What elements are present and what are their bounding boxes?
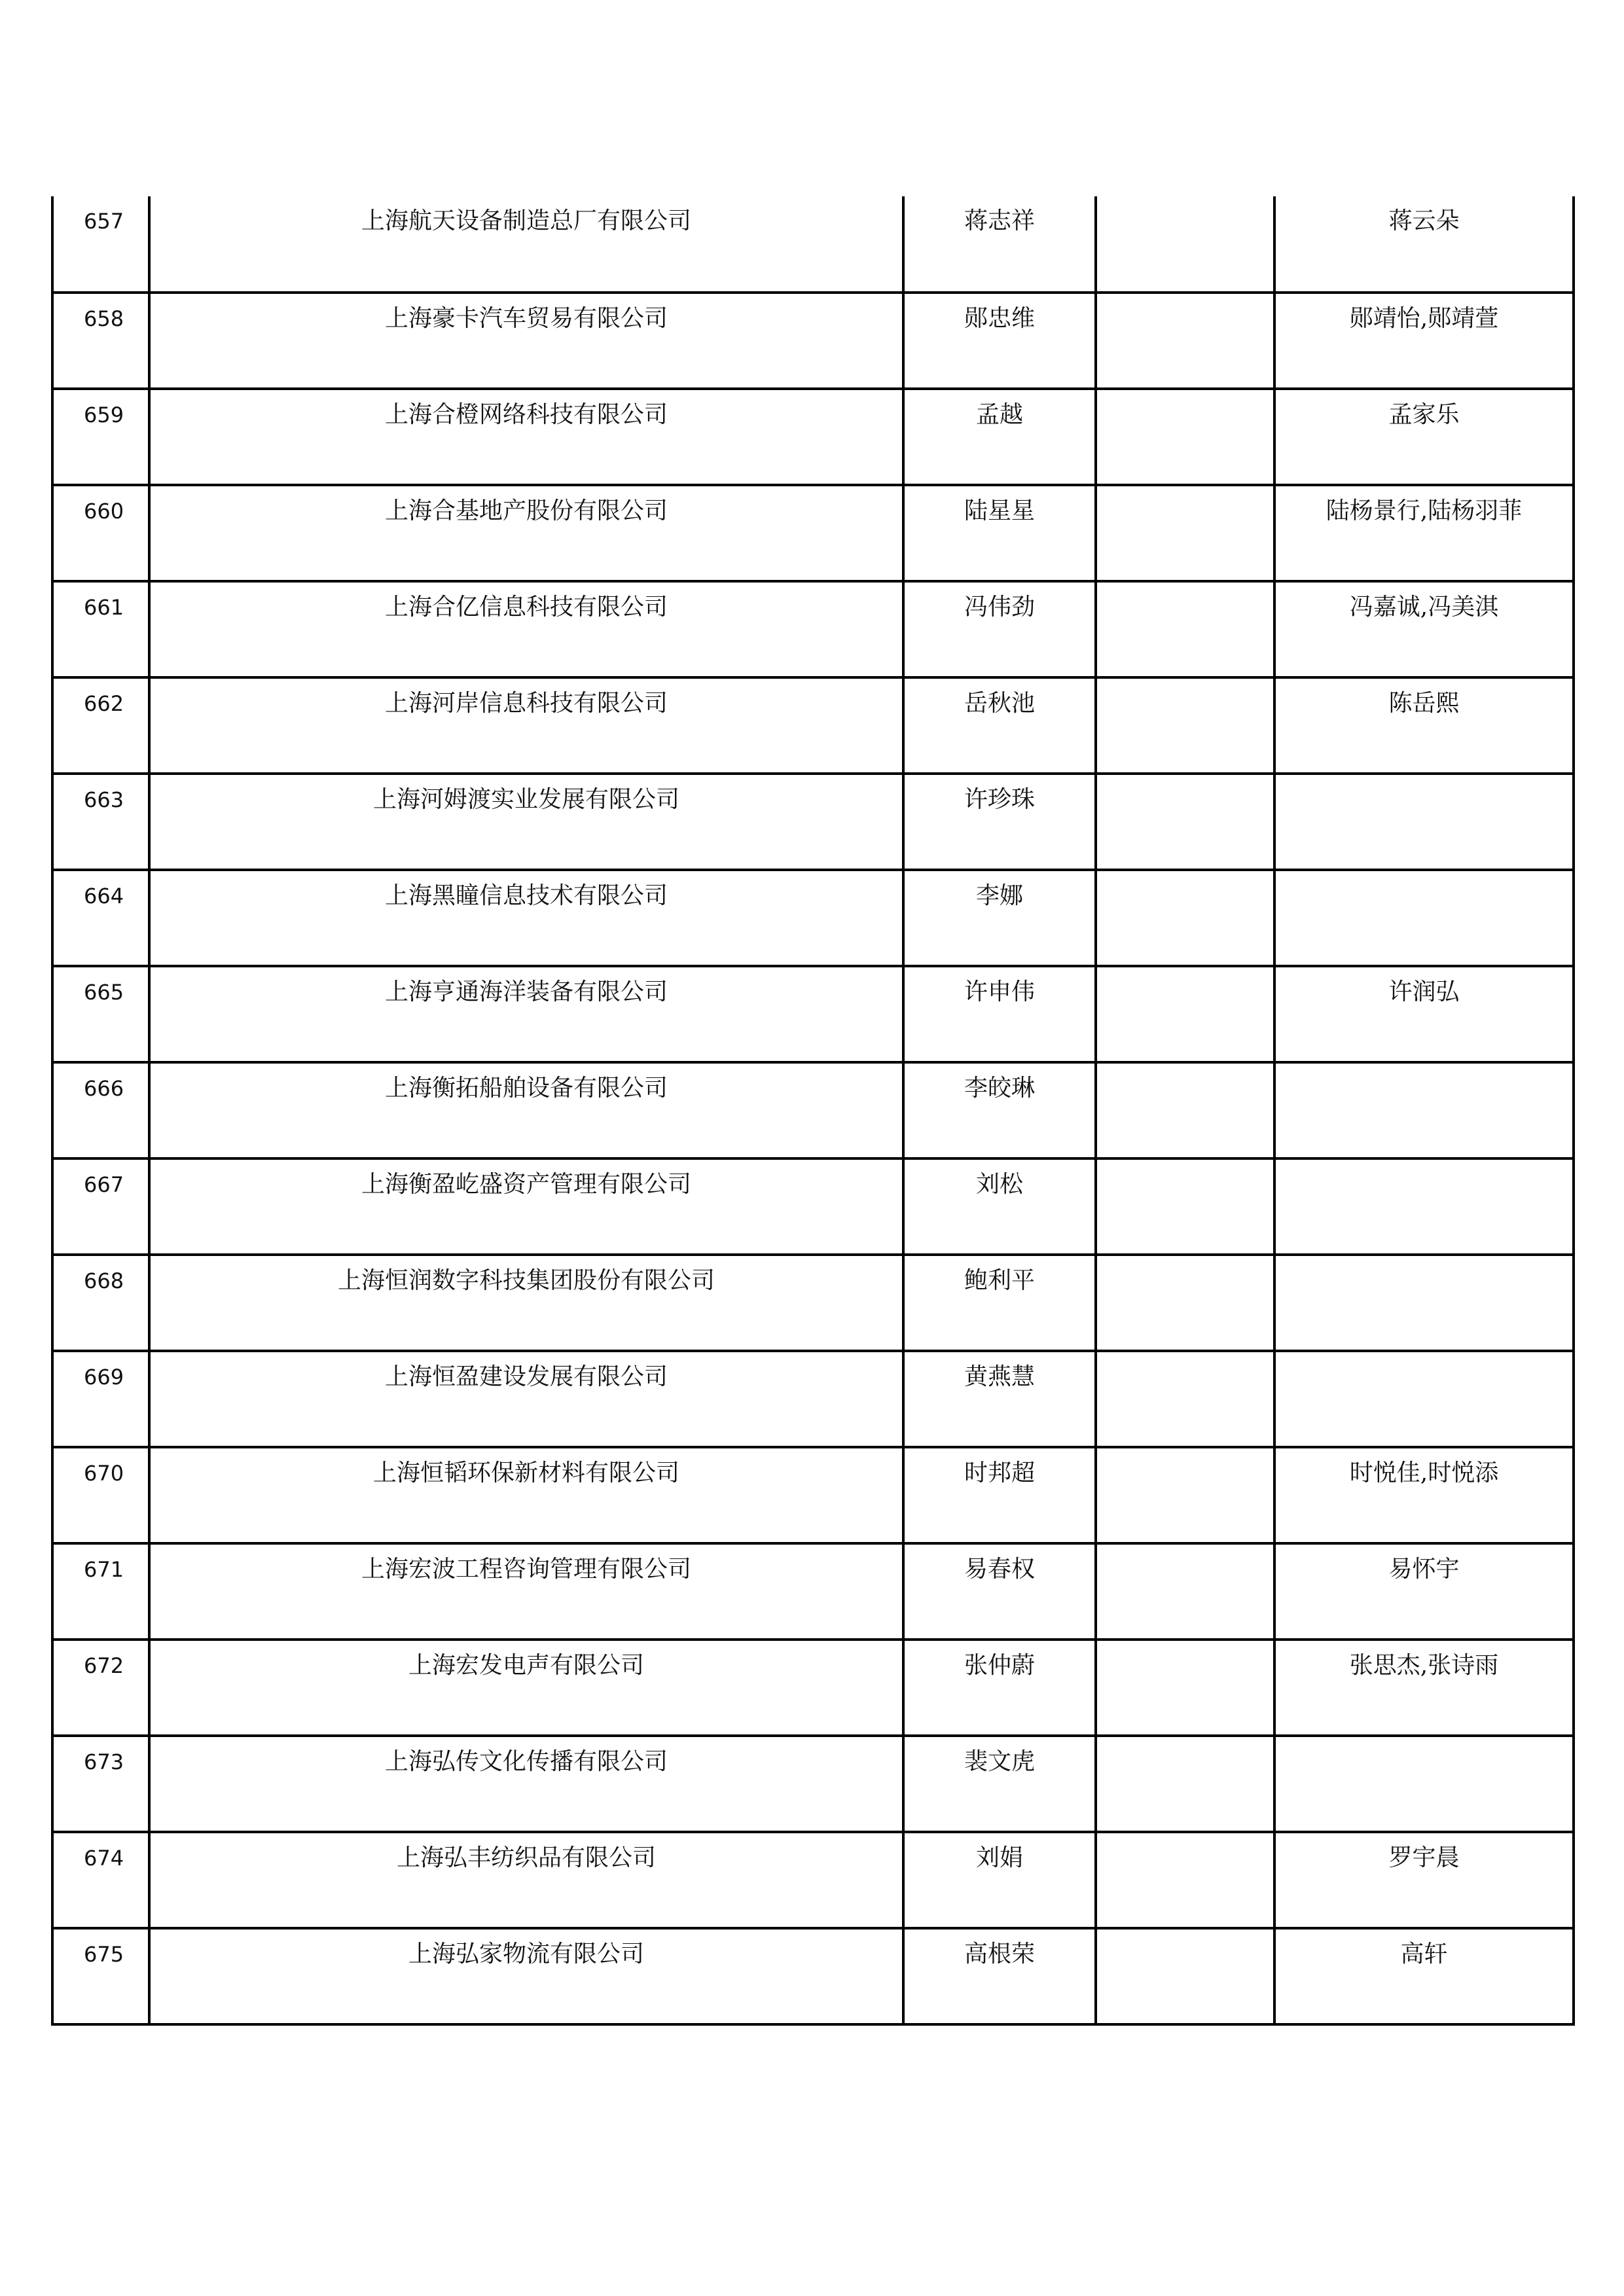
table-row bbox=[52, 485, 1574, 581]
company-name-cell: 上海恒韬环保新材料有限公司 bbox=[149, 1447, 903, 1543]
company-name-cell: 上海弘传文化传播有限公司 bbox=[149, 1736, 903, 1832]
company-name-cell: 上海合橙网络科技有限公司 bbox=[149, 389, 903, 485]
person-name-cell: 鲍利平 bbox=[903, 1255, 1096, 1351]
children-names-cell: 郧靖怡,郧靖萱 bbox=[1274, 293, 1574, 389]
children-names-cell bbox=[1274, 774, 1574, 870]
blank-cell bbox=[1096, 1640, 1274, 1736]
company-name-cell: 上海宏发电声有限公司 bbox=[149, 1640, 903, 1736]
children-names-cell: 高轩 bbox=[1274, 1928, 1574, 2024]
children-names-cell bbox=[1274, 1351, 1574, 1447]
table-row bbox=[52, 677, 1574, 774]
company-name-cell: 上海弘家物流有限公司 bbox=[149, 1928, 903, 2024]
blank-cell bbox=[1096, 389, 1274, 485]
row-number-cell: 657 bbox=[52, 196, 149, 293]
person-name-cell: 易春权 bbox=[903, 1543, 1096, 1640]
row-number-cell: 664 bbox=[52, 870, 149, 966]
registry-table-body bbox=[52, 196, 1574, 2024]
row-number-cell: 659 bbox=[52, 389, 149, 485]
person-name-cell: 张仲蔚 bbox=[903, 1640, 1096, 1736]
person-name-cell: 冯伟劲 bbox=[903, 581, 1096, 677]
row-number-cell: 673 bbox=[52, 1736, 149, 1832]
table-row bbox=[52, 1351, 1574, 1447]
children-names-cell: 时悦佳,时悦添 bbox=[1274, 1447, 1574, 1543]
company-name-cell: 上海黑瞳信息技术有限公司 bbox=[149, 870, 903, 966]
children-names-cell: 孟家乐 bbox=[1274, 389, 1574, 485]
company-name-cell: 上海恒盈建设发展有限公司 bbox=[149, 1351, 903, 1447]
children-names-cell bbox=[1274, 1158, 1574, 1255]
table-row bbox=[52, 389, 1574, 485]
blank-cell bbox=[1096, 581, 1274, 677]
company-name-cell: 上海亨通海洋装备有限公司 bbox=[149, 966, 903, 1062]
row-number-cell: 666 bbox=[52, 1062, 149, 1158]
row-number-cell: 668 bbox=[52, 1255, 149, 1351]
blank-cell bbox=[1096, 485, 1274, 581]
table-row bbox=[52, 1447, 1574, 1543]
blank-cell bbox=[1096, 1255, 1274, 1351]
person-name-cell: 裴文虎 bbox=[903, 1736, 1096, 1832]
row-number-cell: 658 bbox=[52, 293, 149, 389]
row-number-cell: 675 bbox=[52, 1928, 149, 2024]
person-name-cell: 许申伟 bbox=[903, 966, 1096, 1062]
company-name-cell: 上海衡盈屹盛资产管理有限公司 bbox=[149, 1158, 903, 1255]
row-number-cell: 665 bbox=[52, 966, 149, 1062]
blank-cell bbox=[1096, 774, 1274, 870]
person-name-cell: 郧忠维 bbox=[903, 293, 1096, 389]
blank-cell bbox=[1096, 293, 1274, 389]
table-row bbox=[52, 966, 1574, 1062]
blank-cell bbox=[1096, 1543, 1274, 1640]
person-name-cell: 孟越 bbox=[903, 389, 1096, 485]
children-names-cell: 冯嘉诚,冯美淇 bbox=[1274, 581, 1574, 677]
person-name-cell: 蒋志祥 bbox=[903, 196, 1096, 293]
blank-cell bbox=[1096, 1832, 1274, 1928]
person-name-cell: 黄燕慧 bbox=[903, 1351, 1096, 1447]
company-name-cell: 上海河姆渡实业发展有限公司 bbox=[149, 774, 903, 870]
row-number-cell: 670 bbox=[52, 1447, 149, 1543]
company-name-cell: 上海合亿信息科技有限公司 bbox=[149, 581, 903, 677]
children-names-cell: 罗宇晨 bbox=[1274, 1832, 1574, 1928]
row-number-cell: 661 bbox=[52, 581, 149, 677]
row-number-cell: 672 bbox=[52, 1640, 149, 1736]
blank-cell bbox=[1096, 1447, 1274, 1543]
children-names-cell: 蒋云朵 bbox=[1274, 196, 1574, 293]
company-name-cell: 上海航天设备制造总厂有限公司 bbox=[149, 196, 903, 293]
children-names-cell: 易怀宇 bbox=[1274, 1543, 1574, 1640]
company-name-cell: 上海河岸信息科技有限公司 bbox=[149, 677, 903, 774]
table-row bbox=[52, 1158, 1574, 1255]
company-name-cell: 上海恒润数字科技集团股份有限公司 bbox=[149, 1255, 903, 1351]
table-row bbox=[52, 1736, 1574, 1832]
blank-cell bbox=[1096, 196, 1274, 293]
blank-cell bbox=[1096, 1158, 1274, 1255]
person-name-cell: 岳秋池 bbox=[903, 677, 1096, 774]
company-name-cell: 上海衡拓船舶设备有限公司 bbox=[149, 1062, 903, 1158]
person-name-cell: 李娜 bbox=[903, 870, 1096, 966]
person-name-cell: 刘娟 bbox=[903, 1832, 1096, 1928]
children-names-cell: 陆杨景行,陆杨羽菲 bbox=[1274, 485, 1574, 581]
children-names-cell: 许润弘 bbox=[1274, 966, 1574, 1062]
table-row bbox=[52, 1543, 1574, 1640]
table-row bbox=[52, 774, 1574, 870]
children-names-cell bbox=[1274, 1062, 1574, 1158]
blank-cell bbox=[1096, 1351, 1274, 1447]
company-name-cell: 上海弘丰纺织品有限公司 bbox=[149, 1832, 903, 1928]
table-row bbox=[52, 1928, 1574, 2024]
blank-cell bbox=[1096, 966, 1274, 1062]
table-row bbox=[52, 196, 1574, 293]
row-number-cell: 674 bbox=[52, 1832, 149, 1928]
person-name-cell: 时邦超 bbox=[903, 1447, 1096, 1543]
person-name-cell: 刘松 bbox=[903, 1158, 1096, 1255]
person-name-cell: 李皎琳 bbox=[903, 1062, 1096, 1158]
row-number-cell: 671 bbox=[52, 1543, 149, 1640]
company-name-cell: 上海合基地产股份有限公司 bbox=[149, 485, 903, 581]
children-names-cell bbox=[1274, 870, 1574, 966]
blank-cell bbox=[1096, 870, 1274, 966]
table-row bbox=[52, 293, 1574, 389]
registry-table bbox=[51, 196, 1575, 2026]
table-row bbox=[52, 870, 1574, 966]
table-row bbox=[52, 1255, 1574, 1351]
table-row bbox=[52, 1640, 1574, 1736]
children-names-cell bbox=[1274, 1736, 1574, 1832]
row-number-cell: 667 bbox=[52, 1158, 149, 1255]
row-number-cell: 660 bbox=[52, 485, 149, 581]
table-row bbox=[52, 1832, 1574, 1928]
children-names-cell bbox=[1274, 1255, 1574, 1351]
table-row bbox=[52, 1062, 1574, 1158]
blank-cell bbox=[1096, 677, 1274, 774]
table-row bbox=[52, 581, 1574, 677]
company-name-cell: 上海豪卡汽车贸易有限公司 bbox=[149, 293, 903, 389]
row-number-cell: 669 bbox=[52, 1351, 149, 1447]
children-names-cell: 张思杰,张诗雨 bbox=[1274, 1640, 1574, 1736]
row-number-cell: 663 bbox=[52, 774, 149, 870]
person-name-cell: 陆星星 bbox=[903, 485, 1096, 581]
blank-cell bbox=[1096, 1736, 1274, 1832]
blank-cell bbox=[1096, 1062, 1274, 1158]
children-names-cell: 陈岳熙 bbox=[1274, 677, 1574, 774]
blank-cell bbox=[1096, 1928, 1274, 2024]
person-name-cell: 许珍珠 bbox=[903, 774, 1096, 870]
row-number-cell: 662 bbox=[52, 677, 149, 774]
person-name-cell: 高根荣 bbox=[903, 1928, 1096, 2024]
company-name-cell: 上海宏波工程咨询管理有限公司 bbox=[149, 1543, 903, 1640]
